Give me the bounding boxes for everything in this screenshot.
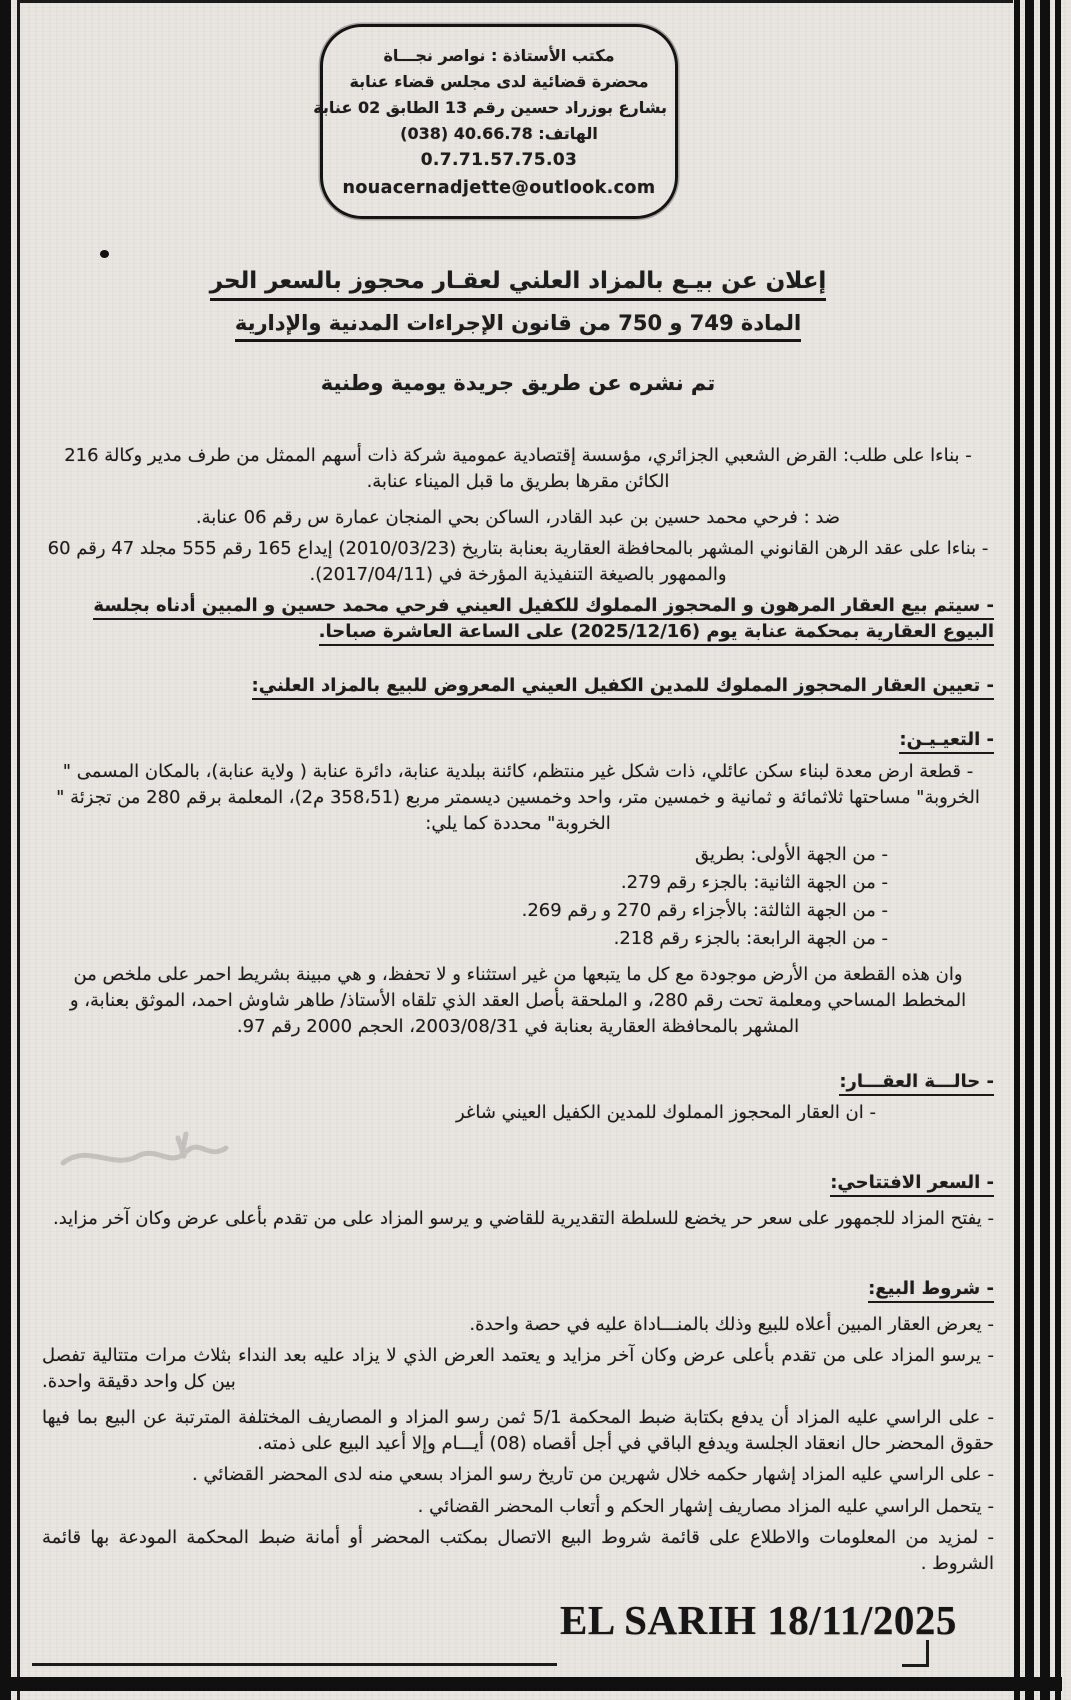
title-block	[42, 265, 994, 339]
scan-edge-right-stripe	[1014, 0, 1020, 1700]
journal-name-date: EL SARIH 18/11/2025	[560, 1597, 957, 1643]
against-paragraph: ضد : فرحي محمد حسين بن عبد القادر، الساكن بحي المنجان عمارة س رقم 06 عنابة.	[195, 506, 841, 528]
scan-edge-bottom	[0, 1677, 1062, 1691]
sale-condition-item: - يعرض العقار المبين أعلاه للبيع وذلك بالمنـــاداة عليه في حصة واحدة.	[469, 1313, 994, 1335]
sale-conditions-label: - شروط البيع:	[42, 1276, 994, 1302]
publication-note: تم نشره عن طريق جريدة يومية وطنية	[320, 371, 716, 396]
sale-condition-item: - على الراسي عليه المزاد أن يدفع بكتابة ضبط المحكمة 5/1 ثمن رسو المزاد و المصاريف المختلفة المترتبة عن البيع بما فيها حقوق المحضر حال انعقاد الجلسة ويدفع الباقي في أجل أقصاه (08) أيـــام وإلا أعيد البيع على ذمته.	[42, 1407, 994, 1455]
mortgage-deed-paragraph: - بناءا على عقد الرهن القانوني المشهر بالمحافظة العقارية بعنابة بتاريخ (2010/03/23) إيداع 165 رقم 555 مجلد 47 رقم 60 والممهور بالصيغة التنفيذية المؤرخة في (2017/04/11).	[47, 538, 989, 586]
sale-condition-item: - يتحمل الراسي عليه المزاد مصاريف إشهار الحكم و أتعاب المحضر القضائي .	[417, 1495, 994, 1517]
footer-rule	[32, 1663, 557, 1666]
scan-edge-left-thin	[17, 0, 20, 1700]
boundary-line: - من الجهة الثالثة: بالأجزاء رقم 270 و رقم 269.	[521, 900, 888, 922]
request-paragraph: - بناءا على طلب: القرض الشعبي الجزائري، مؤسسة إقتصادية عمومية شركة ذات أسهم الممثل من طرف مدير وكالة 216 الكائن مقرها بطريق ما قبل الميناء عنابة.	[64, 444, 972, 492]
designation-label: - التعيـيـن:	[42, 727, 994, 753]
sale-condition-item: - يرسو المزاد على من تقدم بأعلى عرض وكان آخر مزايد و يعتمد العرض الذي لا يزاد عليه بعد النداء بثلاث مرات متتالية تفصل بين كل واحد دقيقة واحدة.	[42, 1345, 994, 1393]
sale-date-paragraph: - سيتم بيع العقار المرهون و المحجوز المملوك للكفيل العيني فرحي محمد حسين و المبين أدناه بجلسة البيوع العقارية بمحكمة عنابة يوم (2025/12/16) على الساعة العاشرة صباحا.	[42, 593, 994, 645]
scan-edge-top	[17, 0, 1013, 3]
scan-edge-right-stripe	[1055, 0, 1061, 1700]
boundary-line: - من الجهة الثانية: بالجزء رقم 279.	[620, 871, 888, 893]
office-address: بشارع بوزراد حسين رقم 13 الطابق 02 عنابة	[313, 97, 667, 117]
plan-note-paragraph: وان هذه القطعة من الأرض موجودة مع كل ما يتبعها من غير استثناء و لا تحفظ، و هي مبينة بشريط احمر على ملخص من المخطط المساحي ومعلمة تحت رقم 280، و الملحقة بأصل العقد الذي تلقاه الأستاذ/ طاهر شاوش احمد، الموثق بعنابة، و المشهر بالمحافظة العقارية بعنابة في 2003/08/31، الحجم 2000 رقم 97.	[69, 964, 967, 1038]
office-name: مكتب الأستاذة : نواصر نجـــاة	[383, 46, 615, 65]
office-title: محضرة قضائية لدى مجلس قضاء عنابة	[349, 71, 649, 91]
scan-edge-right-stripe	[1025, 0, 1034, 1700]
boundaries-list	[42, 842, 994, 952]
office-email: nouacernadjette@outlook.com	[342, 178, 656, 199]
sale-condition-item: - على الراسي عليه المزاد إشهار حكمه خلال شهرين من تاريخ رسو المزاد بسعي منه لدى المحضر القضائي .	[191, 1464, 994, 1486]
boundary-line: - من الجهة الرابعة: بالجزء رقم 218.	[613, 928, 888, 950]
office-phone: الهاتف: ‎(038) 40.66.78‎	[400, 123, 598, 143]
opening-price-label: - السعر الافتتاحي:	[42, 1170, 994, 1196]
office-mobile: 0.7.71.57.75.03	[420, 149, 578, 170]
property-state-label: - حالـــة العقـــار:	[42, 1069, 994, 1095]
boundary-line: - من الجهة الأولى: بطريق	[694, 843, 888, 865]
notice-title: إعلان عن بيـع بالمزاد العلني لعقـار محجوز بالسعر الحر	[42, 265, 994, 298]
property-state-text: - ان العقار المحجوز المملوك للمدين الكفيل العيني شاغر	[455, 1101, 876, 1123]
opening-price-text: - يفتح المزاد للجمهور على سعر حر يخضع للسلطة التقديرية للقاضي و يرسو المزاد على من تقدم بأعلى عرض وكان آخر مزايد.	[53, 1207, 994, 1229]
scan-edge-right-stripe	[1040, 0, 1050, 1700]
designation-heading: - تعيين العقار المحجوز المملوك للمدين الكفيل العيني المعروض للبيع بالمزاد العلني:	[42, 673, 994, 699]
property-description: - قطعة ارض معدة لبناء سكن عائلي، ذات شكل غير منتظم، كائنة ببلدية عنابة، دائرة عنابة ( ولاية عنابة)، بالمكان المسمى " الخروبة" مساحتها ثلاثمائة و ثمانية و خمسين متر، واحد وخمسين ديسمتر مربع (358،51 م2)، المعلمة برقم 280 من تجزئة " الخروبة" محددة كما يلي:	[56, 760, 980, 834]
bailiff-contact-box	[313, 24, 678, 219]
footer-corner-bracket	[902, 1640, 929, 1667]
document-body	[42, 16, 994, 1577]
scan-edge-left-thick	[0, 0, 11, 1700]
law-articles: المادة 749 و 750 من قانون الإجراءات المدنية والإدارية	[42, 308, 994, 338]
sale-condition-item: - لمزيد من المعلومات والاطلاع على قائمة شروط البيع الاتصال بمكتب المحضر أو أمانة ضبط المحكمة المودعة بها قائمة الشروط .	[42, 1526, 994, 1574]
